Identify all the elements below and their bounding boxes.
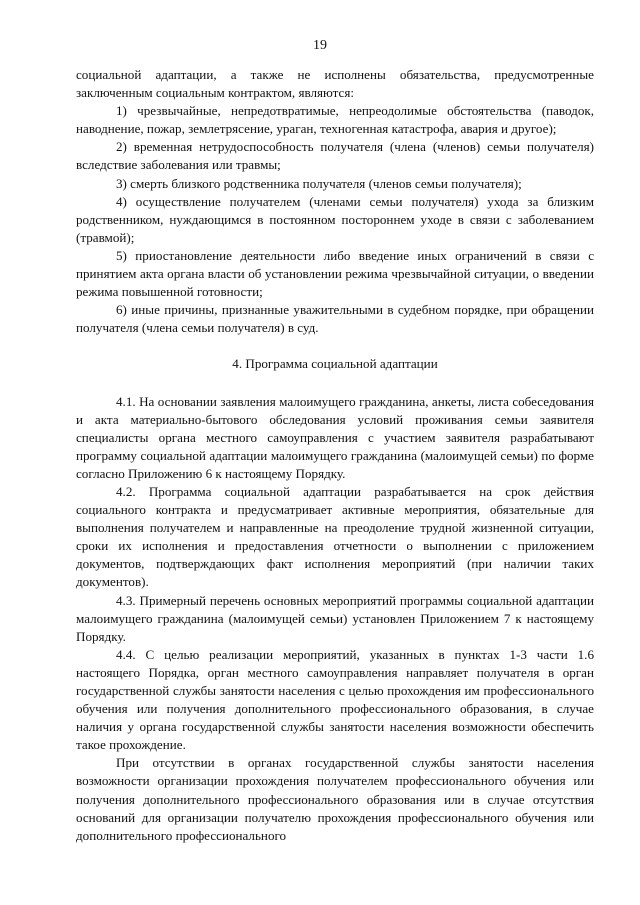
list-item-1: 1) чрезвычайные, непредотвратимые, непреодолимые обстоятельства (паводок, наводнение, пожар, землетрясение, ураган, техногенная катастрофа, авария и другое);	[76, 103, 594, 137]
paragraph-4-1: 4.1. На основании заявления малоимущего гражданина, анкеты, листа собеседования и акта материально-бытового обследования условий проживания семьи заявителя специалисты органа местного самоуправления с участием заявителя разрабатывают программу социальной адаптации малоимущего гражданина (малоимущей семьи) по форме согласно Приложению 6 к настоящему Порядку.	[76, 393, 594, 481]
paragraph-4-4: 4.4. С целью реализации мероприятий, указанных в пунктах 1-3 части 1.6 настоящего Порядка, орган местного самоуправления направляет получателя в орган государственной службы занятости населения с целью прохождения им профессионального обучения или получения дополнительного профессионального образования, в случае наличия у органа государственной службы занятости населения возможности обеспечить такое прохождение.	[76, 646, 594, 753]
list-item-4: 4) осуществление получателем (членами семьи получателя) ухода за близким родственником, нуждающимся в постоянном постороннем уходе в связи с заболеванием (травмой);	[76, 193, 594, 245]
page-number: 19	[313, 38, 327, 53]
section-heading: 4. Программа социальной адаптации	[232, 356, 438, 372]
list-item-2: 2) временная нетрудоспособность получателя (члена (членов) семьи получателя) вследствие заболевания или травмы;	[76, 139, 594, 173]
body-text	[76, 66, 594, 845]
list-item-3: 3) смерть близкого родственника получателя (членов семьи получателя);	[116, 175, 522, 191]
paragraph-4-4-continued: При отсутствии в органах государственной службы занятости населения возможности организации прохождения получателем профессионального обучения или получения дополнительного профессионального образования или в случае отсутствия оснований для организации получателю прохождения профессионального обучения или дополнительного профессионального	[76, 755, 594, 843]
list-item-6: 6) иные причины, признанные уважительными в судебном порядке, при обращении получателя (члена семьи получателя) в суд.	[76, 302, 594, 336]
list-item-5: 5) приостановление деятельности либо введение иных ограничений в связи с принятием акта органа власти об установлении режима чрезвычайной ситуации, о введении режима повышенной готовности;	[76, 247, 594, 300]
paragraph-4-2: 4.2. Программа социальной адаптации разрабатывается на срок действия социального контракта и предусматривает активные мероприятия, обязательные для выполнения получателем и направленные на преодоление трудной жизненной ситуации, сроки их исполнения и предоставления отчетности о выполнении с приложением документов, подтверждающих факт исполнения мероприятий (при наличии таких документов).	[76, 483, 594, 590]
paragraph-continuation: социальной адаптации, а также не исполнены обязательства, предусмотренные заключенным социальным контрактом, являются:	[76, 67, 594, 101]
paragraph-4-3: 4.3. Примерный перечень основных мероприятий программы социальной адаптации малоимущего гражданина (малоимущей семьи) установлен Приложением 7 к настоящему Порядку.	[76, 592, 594, 644]
